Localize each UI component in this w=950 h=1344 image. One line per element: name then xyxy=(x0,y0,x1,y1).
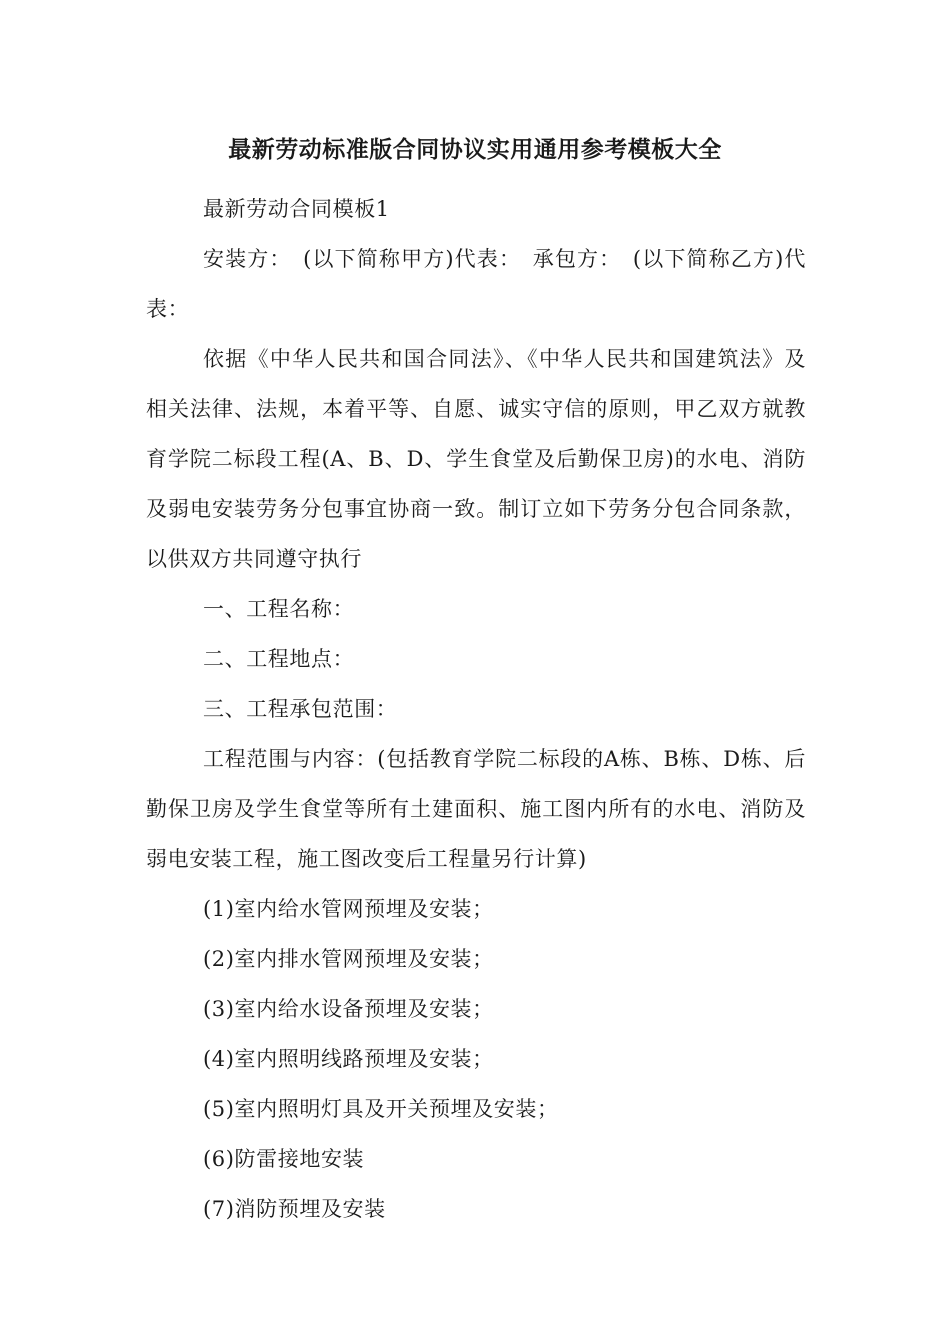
list-item: (6)防雷接地安装 xyxy=(203,1147,365,1171)
list-item: (3)室内给水设备预埋及安装； xyxy=(203,997,494,1021)
list-item: (4)室内照明线路预埋及安装； xyxy=(203,1047,494,1071)
paragraph-scope-content: 工程范围与内容：(包括教育学院二标段的A栋、B栋、D栋、后勤保卫房及学生食堂等所有土建面积、施工图内所有的水电、消防及弱电安装工程，施工图改变后工程量另行计算) xyxy=(146,747,806,871)
list-item: (2)室内排水管网预埋及安装； xyxy=(203,947,494,971)
list-item: (7)消防预埋及安装 xyxy=(203,1197,386,1221)
list-item: (5)室内照明灯具及开关预埋及安装； xyxy=(203,1097,559,1121)
clause-project-location: 二、工程地点： xyxy=(203,647,355,671)
paragraph-parties: 安装方： (以下简称甲方)代表： 承包方： (以下简称乙方)代表： xyxy=(146,247,806,321)
list-item: (1)室内给水管网预埋及安装； xyxy=(203,897,494,921)
clause-project-name: 一、工程名称： xyxy=(203,597,355,621)
paragraph-basis: 依据《中华人民共和国合同法》、《中华人民共和国建筑法》及相关法律、法规，本着平等、自愿、诚实守信的原则，甲乙双方就教育学院二标段工程(A、B、D、学生食堂及后勤保卫房)的水电、消防及弱电安装劳务分包事宜协商一致。制订立如下劳务分包合同条款，以供双方共同遵守执行 xyxy=(146,347,806,571)
clause-project-scope: 三、工程承包范围： xyxy=(203,697,398,721)
document-body xyxy=(146,184,806,1234)
paragraph-heading: 最新劳动合同模板1 xyxy=(203,197,390,221)
document-title: 最新劳动标准版合同协议实用通用参考模板大全 xyxy=(228,137,722,163)
